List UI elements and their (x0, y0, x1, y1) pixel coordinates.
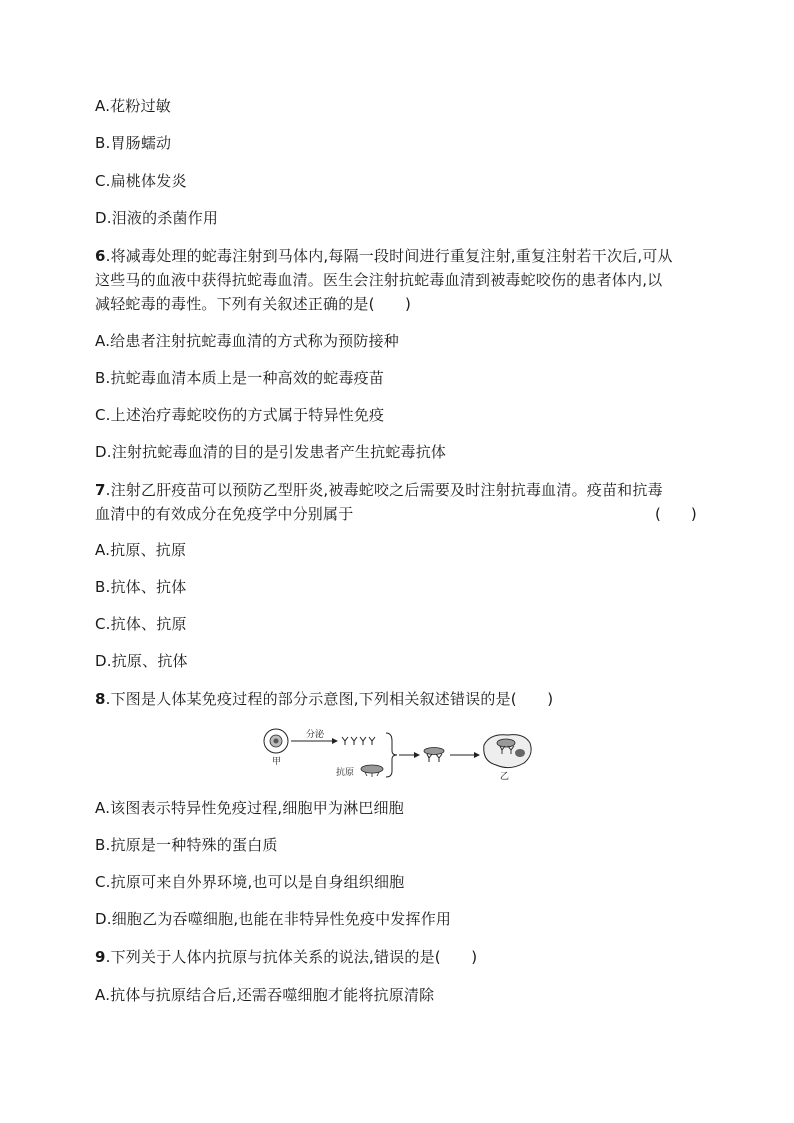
q7-option-d: D.抗原、抗体 (95, 652, 188, 670)
q7-answer-paren: ( ) (655, 505, 697, 523)
q9-number: 9 (95, 948, 106, 966)
q8-number: 8 (95, 690, 106, 708)
combine-brace (386, 733, 397, 777)
q6-option-b: B.抗蛇毒血清本质上是一种高效的蛇毒疫苗 (95, 369, 385, 387)
label-jia: 甲 (272, 757, 282, 767)
q8-stem (95, 689, 553, 709)
q6-number: 6 (95, 247, 106, 265)
q8-option-a: A.该图表示特异性免疫过程,细胞甲为淋巴细胞 (95, 799, 404, 817)
cell-jia (264, 729, 288, 753)
antigen-shape (361, 765, 383, 777)
q5-option-b: B.胃肠蠕动 (95, 134, 172, 152)
label-yi: 乙 (500, 772, 510, 782)
secrete-arrowhead (332, 738, 338, 744)
q5-option-a: A.花粉过敏 (95, 97, 171, 115)
q5-option-c: C.扁桃体发炎 (95, 172, 187, 190)
q5-option-d: D.泪液的杀菌作用 (95, 209, 219, 227)
combine-arrowhead (414, 752, 420, 758)
q6-stem-line3: 减轻蛇毒的毒性。下列有关叙述正确的是( ) (95, 295, 412, 313)
antibody-group (342, 737, 375, 745)
engulf-arrowhead (474, 752, 480, 758)
q6-option-c: C.上述治疗毒蛇咬伤的方式属于特异性免疫 (95, 406, 385, 424)
q7-number: 7 (95, 481, 106, 499)
q6-stem-line2: 这些马的血液中获得抗蛇毒血清。医生会注射抗蛇毒血清到被毒蛇咬伤的患者体内,以 (95, 271, 663, 289)
q9-stem-text: .下列关于人体内抗原与抗体关系的说法,错误的是( ) (105, 948, 478, 966)
antigen-antibody-complex (424, 748, 444, 763)
q9-option-a: A.抗体与抗原结合后,还需吞噬细胞才能将抗原清除 (95, 986, 435, 1004)
q6-stem-text1: .将减毒处理的蛇毒注射到马体内,每隔一段时间进行重复注射,重复注射若干次后,可从 (105, 247, 673, 265)
q7-option-a: A.抗原、抗原 (95, 541, 187, 559)
label-secrete: 分泌 (306, 730, 325, 740)
q8-stem-text: .下图是人体某免疫过程的部分示意图,下列相关叙述错误的是( ) (105, 690, 554, 708)
q7-stem-line1 (95, 480, 663, 500)
q7-option-c: C.抗体、抗原 (95, 615, 187, 633)
cell-yi (484, 735, 531, 768)
q6-option-d: D.注射抗蛇毒血清的目的是引发患者产生抗蛇毒抗体 (95, 443, 447, 461)
q9-stem (95, 947, 477, 967)
q7-stem-line2: 血清中的有效成分在免疫学中分别属于 (95, 505, 354, 523)
q7-stem-text1: .注射乙肝疫苗可以预防乙型肝炎,被毒蛇咬之后需要及时注射抗毒血清。疫苗和抗毒 (105, 481, 663, 499)
q7-option-b: B.抗体、抗体 (95, 578, 187, 596)
q8-option-b: B.抗原是一种特殊的蛋白质 (95, 836, 278, 854)
label-antigen: 抗原 (336, 768, 355, 778)
immune-process-diagram (262, 727, 534, 783)
q6-stem-line1 (95, 246, 673, 266)
q8-option-c: C.抗原可来自外界环境,也可以是自身组织细胞 (95, 873, 405, 891)
q8-option-d: D.细胞乙为吞噬细胞,也能在非特异性免疫中发挥作用 (95, 910, 452, 928)
q6-option-a: A.给患者注射抗蛇毒血清的方式称为预防接种 (95, 332, 399, 350)
